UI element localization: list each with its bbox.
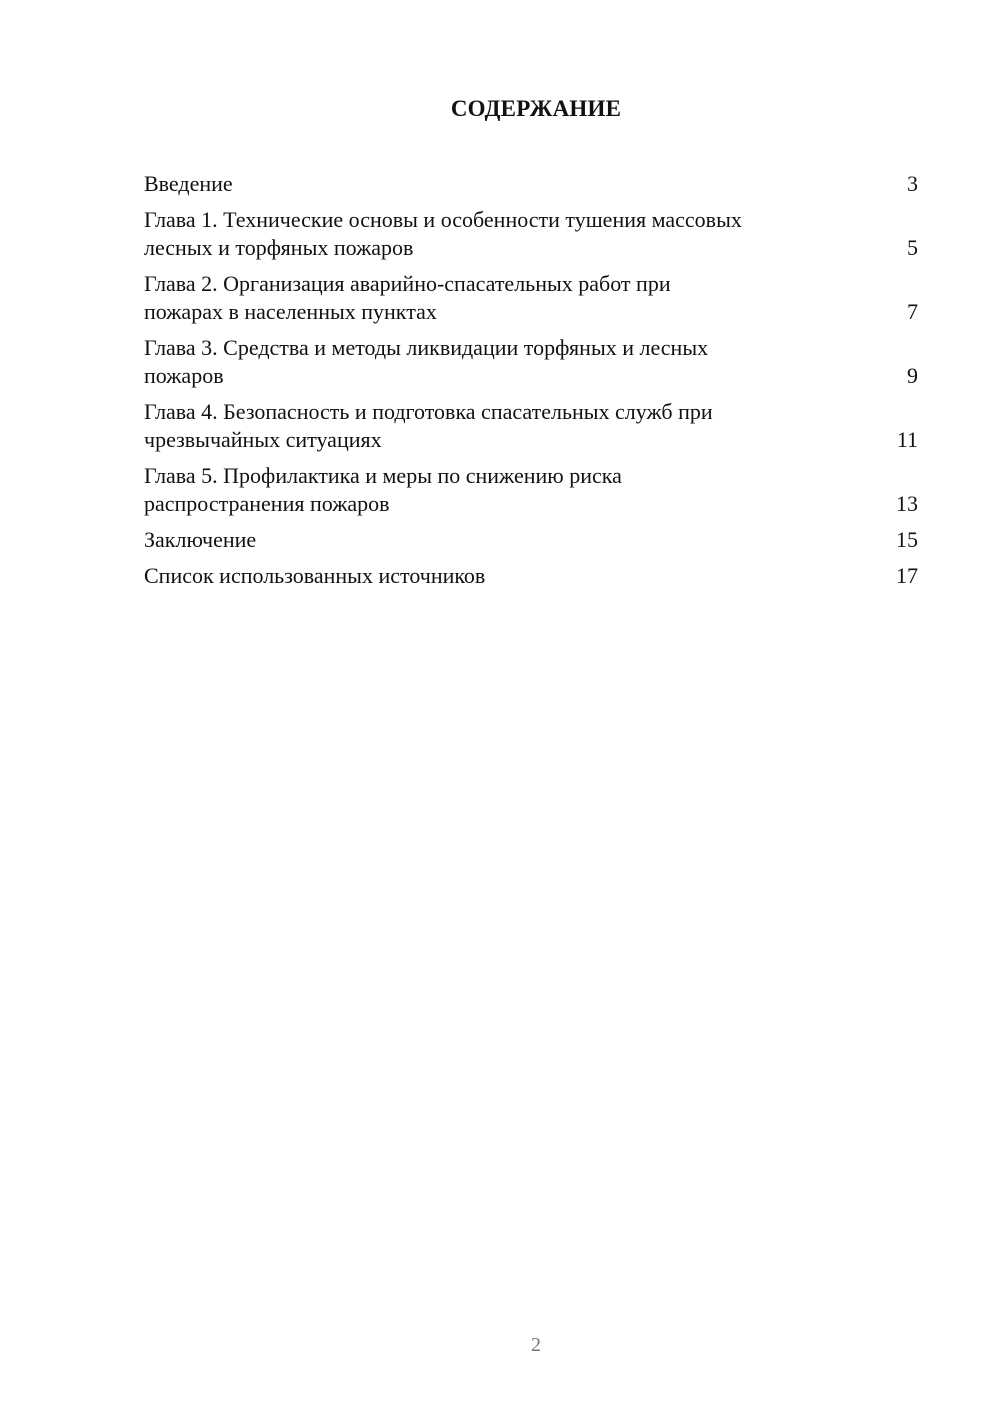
toc-entry-text	[144, 334, 888, 390]
page-title: СОДЕРЖАНИЕ	[450, 96, 622, 121]
toc-entry-line: пожаров	[144, 363, 224, 388]
toc-entry-chapter-5[interactable]	[144, 462, 918, 518]
toc-page-number: 9	[907, 363, 918, 388]
toc-page-number: 11	[896, 427, 918, 452]
toc-page-number: 5	[907, 235, 918, 260]
toc-entry-line: Глава 3. Средства и методы ликвидации торфяных и лесных	[144, 335, 709, 360]
toc-entry-line: Список использованных источников	[144, 563, 486, 588]
toc-entry-line: Глава 1. Технические основы и особенности тушения массовых	[144, 207, 742, 232]
toc-page-number: 13	[896, 491, 918, 516]
toc-entry-line: Заключение	[144, 527, 257, 552]
toc-page-number: 3	[907, 171, 918, 196]
toc-entry-text	[144, 462, 888, 518]
page-number: 2	[531, 1334, 541, 1356]
toc-entry-chapter-4[interactable]	[144, 398, 918, 454]
toc-entry-text	[144, 526, 888, 554]
toc-entry-line: чрезвычайных ситуациях	[144, 427, 382, 452]
toc-page-number: 7	[907, 299, 918, 324]
toc-entry-text	[144, 398, 888, 454]
toc-entry-line: Введение	[144, 171, 233, 196]
toc-entry-line: Глава 5. Профилактика и меры по снижению риска	[144, 463, 622, 488]
toc-entry-text	[144, 206, 888, 262]
toc-entry-references[interactable]	[144, 562, 918, 590]
toc-entry-chapter-2[interactable]	[144, 270, 918, 326]
toc-entry-introduction[interactable]	[144, 170, 918, 198]
toc-entry-line: распространения пожаров	[144, 491, 390, 516]
toc-entry-text	[144, 270, 888, 326]
toc-entry-line: лесных и торфяных пожаров	[144, 235, 414, 260]
toc-page-number: 15	[896, 527, 918, 552]
toc-page-number: 17	[896, 563, 918, 588]
toc-entry-line: пожарах в населенных пунктах	[144, 299, 437, 324]
toc-entry-line: Глава 4. Безопасность и подготовка спасательных служб при	[144, 399, 713, 424]
toc-entry-conclusion[interactable]	[144, 526, 918, 554]
table-of-contents	[144, 170, 918, 598]
toc-entry-line: Глава 2. Организация аварийно-спасательных работ при	[144, 271, 671, 296]
toc-entry-chapter-3[interactable]	[144, 334, 918, 390]
toc-entry-chapter-1[interactable]	[144, 206, 918, 262]
toc-entry-text	[144, 562, 888, 590]
toc-entry-text	[144, 170, 888, 198]
